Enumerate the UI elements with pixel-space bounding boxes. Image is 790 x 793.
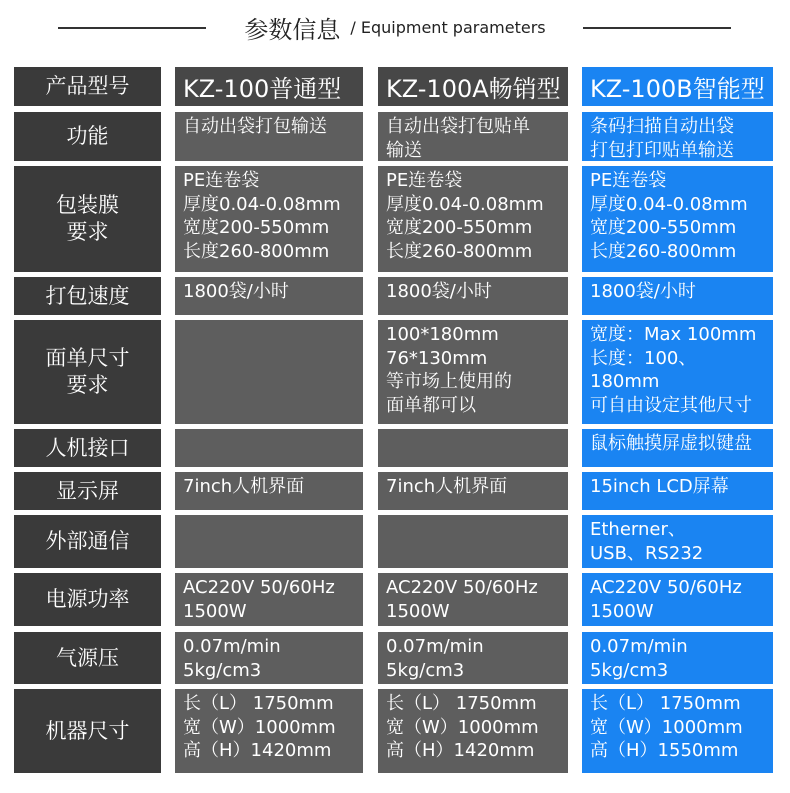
spec-cell: 0.07m/min 5kg/cm3 xyxy=(582,632,773,684)
spec-cell: 1800袋/小时 xyxy=(378,277,568,315)
model-header-2: KZ-100A畅销型 xyxy=(378,67,568,106)
title-chinese: 参数信息 xyxy=(244,16,341,44)
row-label: 气源压 xyxy=(14,632,161,684)
spec-cell xyxy=(175,429,363,467)
spec-cell: PE连卷袋 厚度0.04-0.08mm 宽度200-550mm 长度260-800mm xyxy=(582,166,773,272)
spec-cell: 鼠标触摸屏虚拟键盘 xyxy=(582,429,773,467)
row-label: 机器尺寸 xyxy=(14,689,161,773)
spec-cell: 0.07m/min 5kg/cm3 xyxy=(175,632,363,684)
header-label-model: 产品型号 xyxy=(14,67,161,106)
spec-cell: 7inch人机界面 xyxy=(378,472,568,510)
title-english: / Equipment parameters xyxy=(350,18,546,37)
spec-cell: AC220V 50/60Hz 1500W xyxy=(378,573,568,626)
spec-cell xyxy=(378,515,568,568)
header-title xyxy=(0,10,790,45)
spec-cell: 自动出袋打包贴单 输送 xyxy=(378,112,568,161)
spec-cell: 长（L） 1750mm 宽（W）1000mm 高（H）1550mm xyxy=(582,689,773,773)
spec-cell: 1800袋/小时 xyxy=(175,277,363,315)
row-label: 包装膜 要求 xyxy=(14,166,161,272)
row-label: 人机接口 xyxy=(14,429,161,467)
spec-cell: 长（L） 1750mm 宽（W）1000mm 高（H）1420mm xyxy=(378,689,568,773)
spec-cell: 15inch LCD屏幕 xyxy=(582,472,773,510)
row-label: 显示屏 xyxy=(14,472,161,510)
spec-cell: PE连卷袋 厚度0.04-0.08mm 宽度200-550mm 长度260-800mm xyxy=(378,166,568,272)
spec-cell: 7inch人机界面 xyxy=(175,472,363,510)
section-header xyxy=(0,0,790,58)
spec-cell: 0.07m/min 5kg/cm3 xyxy=(378,632,568,684)
row-label: 电源功率 xyxy=(14,573,161,626)
spec-cell: Etherner、 USB、RS232 xyxy=(582,515,773,568)
spec-cell: 100*180mm 76*130mm 等市场上使用的 面单都可以 xyxy=(378,320,568,424)
spec-cell xyxy=(175,320,363,424)
spec-cell: 宽度：Max 100mm 长度：100、180mm 可自由设定其他尺寸 xyxy=(582,320,773,424)
model-header-3: KZ-100B智能型 xyxy=(582,67,773,106)
row-label: 打包速度 xyxy=(14,277,161,315)
spec-cell: 长（L） 1750mm 宽（W）1000mm 高（H）1420mm xyxy=(175,689,363,773)
spec-cell: 条码扫描自动出袋 打包打印贴单输送 xyxy=(582,112,773,161)
spec-cell: 自动出袋打包输送 xyxy=(175,112,363,161)
model-header-1: KZ-100普通型 xyxy=(175,67,363,106)
spec-cell xyxy=(175,515,363,568)
row-label: 面单尺寸 要求 xyxy=(14,320,161,424)
spec-cell: AC220V 50/60Hz 1500W xyxy=(582,573,773,626)
row-label: 外部通信 xyxy=(14,515,161,568)
spec-cell xyxy=(378,429,568,467)
spec-cell: AC220V 50/60Hz 1500W xyxy=(175,573,363,626)
spec-cell: 1800袋/小时 xyxy=(582,277,773,315)
spec-cell: PE连卷袋 厚度0.04-0.08mm 宽度200-550mm 长度260-800mm xyxy=(175,166,363,272)
row-label: 功能 xyxy=(14,112,161,161)
